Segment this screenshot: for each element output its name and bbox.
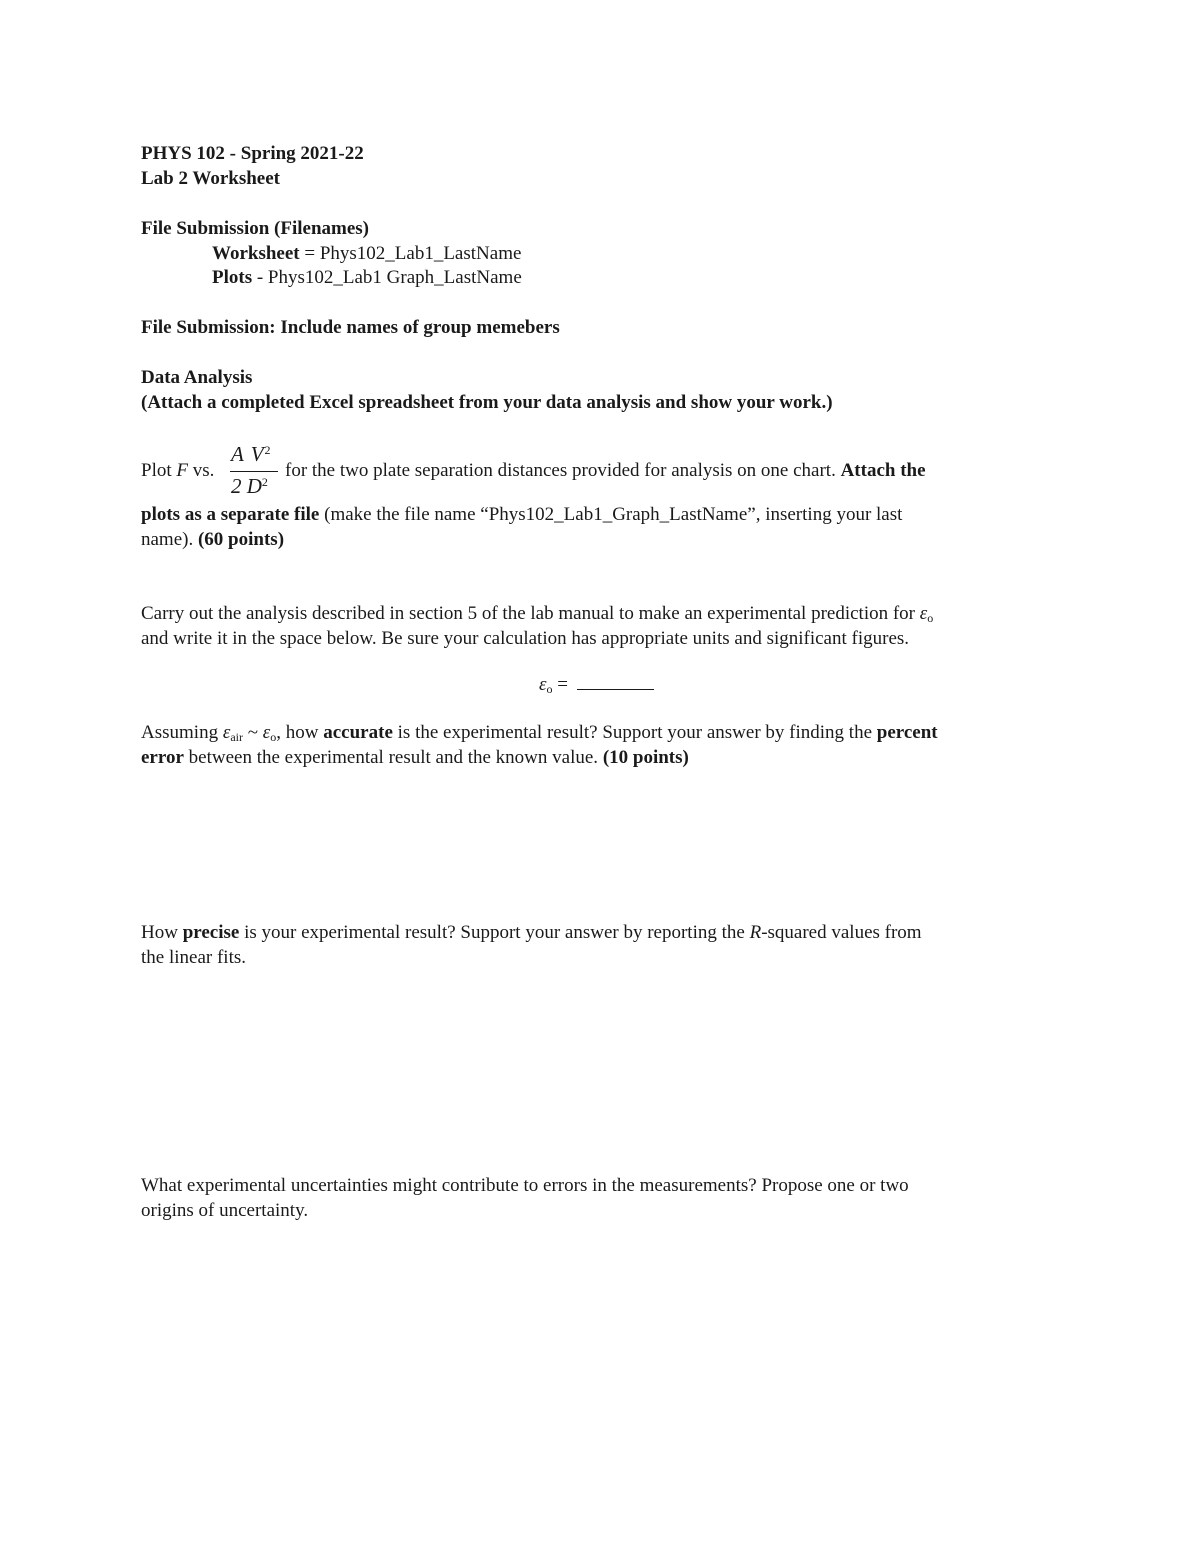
epsilon-answer-equation: $\varepsilon_o$ = xyxy=(539,673,654,697)
plot-task-line1: for the two plate separation distances provided for analysis on one chart. Attach the xyxy=(285,460,926,481)
accurate-bold: accurate xyxy=(323,722,393,743)
uncertainty-task-line1: What experimental uncertainties might contribute to errors in the measurements? Propose one or two xyxy=(141,1175,909,1196)
plot-word: Plot xyxy=(141,460,177,481)
epsilon-symbol: ε xyxy=(919,603,928,624)
data-analysis-heading: Data Analysis xyxy=(141,367,253,388)
attach-the-bold: Attach the xyxy=(840,460,926,481)
precision-task-line1: How precise is your experimental result? Support your answer by reporting the R-squared values from xyxy=(141,922,922,943)
fraction-denominator: 2 $D^2$ xyxy=(231,474,268,498)
worksheet-value: = Phys102_Lab1_LastName xyxy=(299,243,522,264)
precise-bold: precise xyxy=(182,922,240,943)
group-members-note: File Submission: Include names of group memebers xyxy=(141,317,560,338)
vs-word: vs. xyxy=(187,460,215,481)
worksheet-filename xyxy=(212,242,521,266)
worksheet-label: Worksheet xyxy=(212,243,300,264)
plots-label: Plots xyxy=(212,267,253,288)
plot-points: (60 points) xyxy=(197,529,285,550)
data-analysis-instruction: (Attach a completed Excel spreadsheet from your data analysis and show your work.) xyxy=(141,392,833,413)
uncertainty-task-line2: origins of uncertainty. xyxy=(141,1200,309,1221)
epsilon-answer-blank[interactable] xyxy=(577,673,654,690)
r-variable: R xyxy=(749,922,762,943)
worksheet-page xyxy=(141,0,1061,1553)
course-title: PHYS 102 - Spring 2021-22 xyxy=(141,143,364,164)
plots-filename xyxy=(212,266,522,290)
av2-over-2d2-fraction xyxy=(229,440,281,500)
accuracy-task-line1: Assuming $\varepsilon_{air}$ ~ $\varepsilon_o$, how accurate is the experimental result? Support your answer by finding the percent xyxy=(141,722,938,744)
fraction-bar xyxy=(230,471,278,472)
accuracy-task-line2: error between the experimental result and the known value. (10 points) xyxy=(141,747,689,768)
epsilon-task-line2: and write it in the space below. Be sure your calculation has appropriate units and significant figures. xyxy=(141,628,910,649)
plot-task-line2: plots as a separate file (make the file name “Phys102_Lab1_Graph_LastName”, inserting your last xyxy=(141,504,903,525)
percent-bold: percent xyxy=(876,722,938,743)
plot-task-prefix xyxy=(141,459,214,483)
plot-task-line3: name). (60 points) xyxy=(141,529,285,550)
fraction-numerator: A $V^2$ xyxy=(231,442,272,466)
epsilon-task-line1: Carry out the analysis described in section 5 of the lab manual to make an experimental prediction for $\varepsilon_o$ xyxy=(141,603,934,625)
worksheet-title: Lab 2 Worksheet xyxy=(141,168,281,189)
force-variable: F xyxy=(176,460,188,481)
file-submission-heading: File Submission (Filenames) xyxy=(141,218,370,239)
precision-task-line2: the linear fits. xyxy=(141,947,246,968)
accuracy-points: (10 points) xyxy=(602,747,689,768)
plots-value: - Phys102_Lab1 Graph_LastName xyxy=(252,267,522,288)
plots-separate-file-bold: plots as a separate file xyxy=(141,504,320,525)
error-bold: error xyxy=(141,747,184,768)
